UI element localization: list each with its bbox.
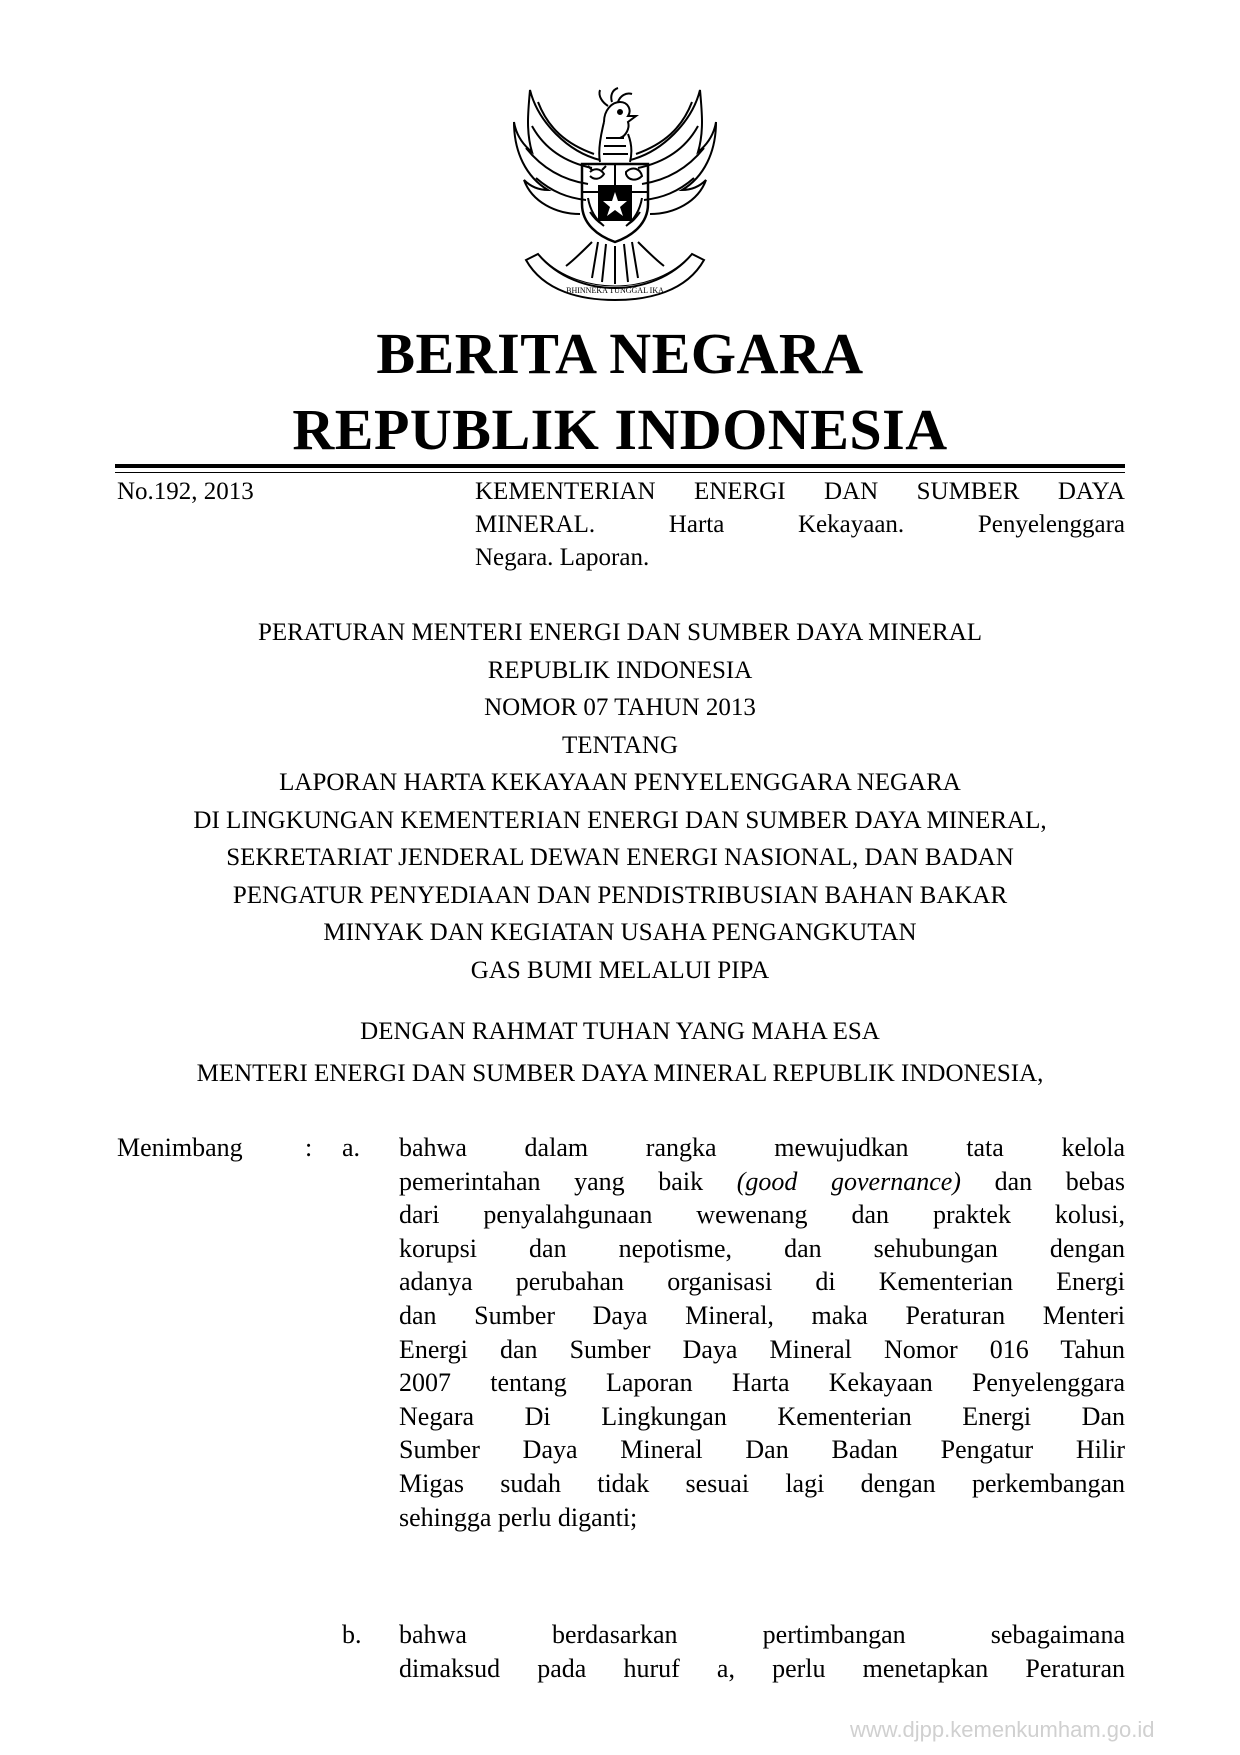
issue-description-line: Negara. Laporan.: [475, 544, 650, 571]
considering-colon: :: [305, 1133, 313, 1162]
regulation-title-line: PENGATUR PENYEDIAAN DAN PENDISTRIBUSIAN BAHAN BAKAR: [232, 881, 1008, 909]
consideration-line: korupsi dan nepotisme, dan sehubungan dengan: [399, 1233, 1125, 1263]
consideration-text: [399, 1131, 1125, 1534]
regulation-title-line: DI LINGKUNGAN KEMENTERIAN ENERGI DAN SUMBER DAYA MINERAL,: [193, 806, 1047, 834]
consideration-letter: a.: [342, 1133, 361, 1162]
header-divider-thick: [115, 464, 1125, 468]
considering-label: Menimbang: [117, 1133, 243, 1162]
consideration-line: Sumber Daya Mineral Dan Badan Pengatur Hilir: [399, 1435, 1125, 1465]
consideration-line: bahwa dalam rangka mewujudkan tata kelola: [399, 1133, 1125, 1162]
watermark: www.djpp.kemenkumham.go.id: [850, 1717, 1155, 1742]
consideration-line: dari penyalahgunaan wewenang dan praktek kolusi,: [399, 1200, 1125, 1230]
regulation-title-line: TENTANG: [561, 731, 679, 759]
consideration-fragment: dan bebas: [994, 1166, 1125, 1196]
consideration-line: [399, 1165, 1125, 1199]
issuer: MENTERI ENERGI DAN SUMBER DAYA MINERAL REPUBLIK INDONESIA,: [196, 1060, 1044, 1087]
consideration-line: sehingga perlu diganti;: [399, 1502, 638, 1532]
issue-description-line: MINERAL. Harta Kekayaan. Penyelenggara: [475, 511, 1125, 538]
consideration-line: Negara Di Lingkungan Kementerian Energi Dan: [399, 1401, 1125, 1431]
regulation-title: [0, 614, 1240, 989]
masthead-title: BERITA NEGARA: [376, 321, 864, 386]
consideration-fragment: (good governance): [736, 1166, 961, 1196]
regulation-title-line: PERATURAN MENTERI ENERGI DAN SUMBER DAYA MINERAL: [257, 619, 983, 646]
regulation-title-line: GAS BUMI MELALUI PIPA: [470, 956, 770, 984]
consideration-line: dan Sumber Daya Mineral, maka Peraturan Menteri: [399, 1300, 1125, 1330]
consideration-letter: b.: [342, 1620, 362, 1649]
regulation-title-line: REPUBLIK INDONESIA: [487, 656, 753, 684]
consideration-line: bahwa berdasarkan pertimbangan sebagaimana: [399, 1620, 1125, 1649]
issue-description: [475, 475, 1125, 574]
consideration-line: 2007 tentang Laporan Harta Kekayaan Penyelenggara: [399, 1368, 1125, 1398]
issue-description-line: KEMENTERIAN ENERGI DAN SUMBER DAYA: [475, 478, 1125, 505]
preamble: DENGAN RAHMAT TUHAN YANG MAHA ESA: [360, 1018, 880, 1045]
header-divider-thin: [115, 472, 1125, 473]
regulation-title-line: LAPORAN HARTA KEKAYAAN PENYELENGGARA NEGARA: [279, 769, 961, 796]
svg-text:BHINNEKA TUNGGAL IKA: BHINNEKA TUNGGAL IKA: [566, 286, 664, 295]
consideration-line: Migas sudah tidak sesuai lagi dengan perkembangan: [399, 1468, 1125, 1498]
regulation-title-line: MINYAK DAN KEGIATAN USAHA PENGANGKUTAN: [323, 919, 917, 946]
consideration-text: [399, 1618, 1125, 1685]
consideration-line: adanya perubahan organisasi di Kementerian Energi: [399, 1267, 1125, 1297]
issue-number: No.192, 2013: [117, 478, 254, 505]
garuda-emblem-icon: [508, 82, 722, 302]
consideration-line: Energi dan Sumber Daya Mineral Nomor 016 Tahun: [399, 1334, 1125, 1364]
regulation-title-line: NOMOR 07 TAHUN 2013: [484, 694, 756, 721]
masthead-subtitle: REPUBLIK INDONESIA: [292, 397, 948, 462]
consideration-line: dimaksud pada huruf a, perlu menetapkan Peraturan: [399, 1653, 1125, 1683]
consideration-fragment: pemerintahan yang baik: [399, 1166, 704, 1196]
regulation-title-line: SEKRETARIAT JENDERAL DEWAN ENERGI NASIONAL, DAN BADAN: [226, 844, 1014, 871]
